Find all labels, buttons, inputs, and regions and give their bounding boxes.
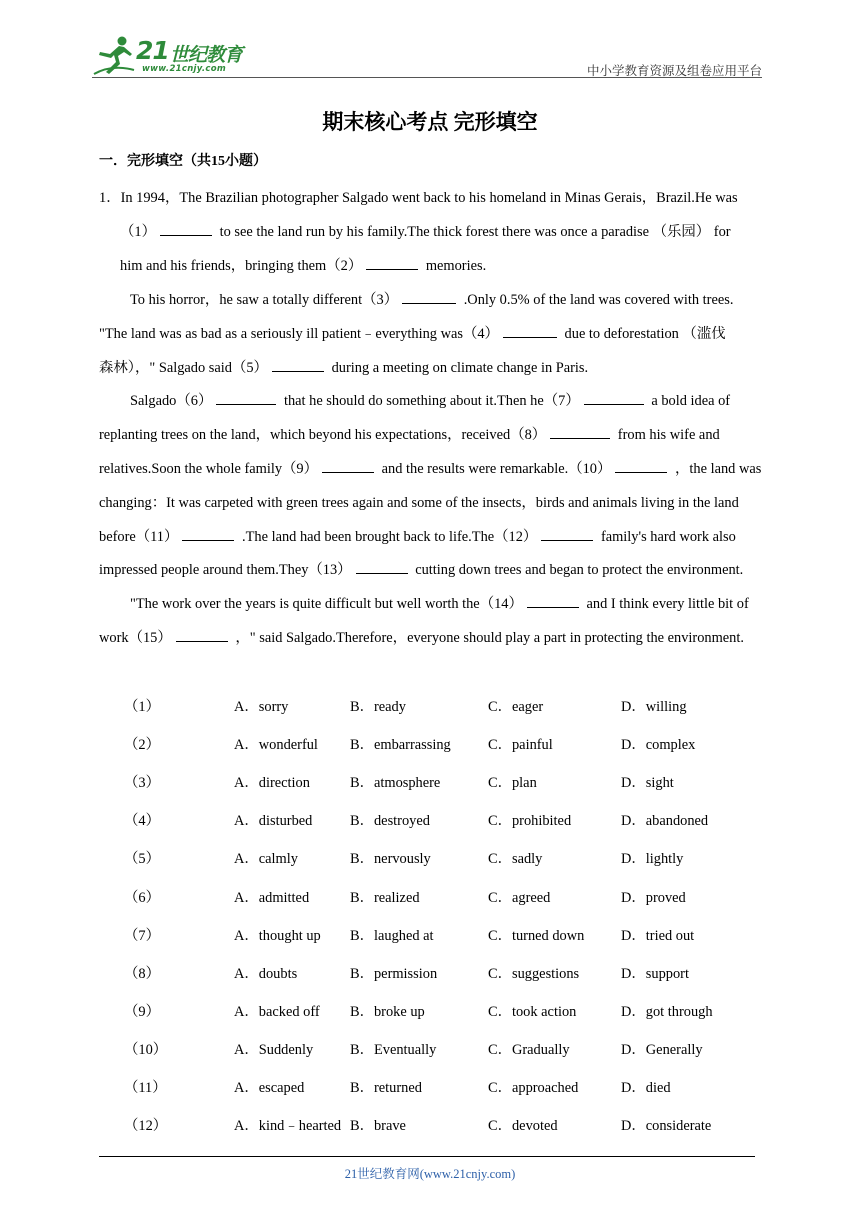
- option-a[interactable]: A．kind﹣hearted: [234, 1118, 342, 1135]
- option-row: [0, 733, 860, 753]
- option-a[interactable]: A．doubts: [234, 965, 298, 982]
- option-a[interactable]: A．sorry: [234, 699, 289, 715]
- passage-line: 1．In 1994，The Brazilian photographer Salgado went back to his homeland in Minas Gerais，Brazil.He was: [99, 190, 738, 206]
- answer-blank[interactable]: [615, 460, 667, 473]
- option-b[interactable]: B．atmosphere: [350, 775, 441, 792]
- runner-logo-icon: [92, 34, 136, 76]
- answer-blank[interactable]: [541, 528, 593, 541]
- option-d[interactable]: D．willing: [621, 699, 687, 715]
- question-number: （10）: [124, 1041, 168, 1058]
- option-c[interactable]: C．Gradually: [488, 1041, 570, 1058]
- option-a[interactable]: A．admitted: [234, 889, 310, 906]
- option-a[interactable]: A．direction: [234, 775, 310, 792]
- logo-url: www.21cnjy.com: [142, 64, 226, 74]
- option-b[interactable]: B．nervously: [350, 851, 431, 868]
- question-number: （3）: [124, 775, 160, 792]
- option-row: [0, 962, 860, 982]
- option-d[interactable]: D．tried out: [621, 927, 695, 944]
- option-row: [0, 695, 860, 715]
- option-a[interactable]: A．escaped: [234, 1080, 305, 1096]
- site-logo[interactable]: [92, 34, 262, 76]
- question-number: （7）: [124, 927, 160, 944]
- option-row: [0, 1114, 860, 1134]
- answer-blank[interactable]: [160, 223, 212, 236]
- page-header: [92, 32, 762, 78]
- passage-line: replanting trees on the land，which beyond his expectations，received（8） from his wife and: [99, 427, 720, 443]
- answer-blank[interactable]: [402, 291, 456, 304]
- passage-line: （1） to see the land run by his family.The thick forest there was once a paradise （乐园） for: [120, 224, 731, 240]
- option-d[interactable]: D．got through: [621, 1003, 713, 1020]
- option-d[interactable]: D．complex: [621, 737, 696, 754]
- logo-text: 世纪教育: [170, 44, 243, 66]
- option-d[interactable]: D．died: [621, 1080, 671, 1096]
- option-c[interactable]: C．turned down: [488, 927, 585, 944]
- option-d[interactable]: D．sight: [621, 775, 674, 792]
- option-d[interactable]: D．support: [621, 965, 689, 982]
- option-c[interactable]: C．took action: [488, 1003, 577, 1020]
- option-c[interactable]: C．suggestions: [488, 965, 580, 982]
- option-b[interactable]: B．embarrassing: [350, 737, 451, 754]
- section-heading: 一．完形填空（共15小题）: [99, 154, 267, 169]
- passage-line: "The land was as bad as a seriously ill patient﹣everything was（4） due to deforestation （滥伐: [99, 326, 726, 342]
- question-number: （6）: [124, 889, 160, 906]
- passage-line: work（15） ，" said Salgado.Therefore，everyone should play a part in protecting the environment.: [99, 630, 744, 646]
- question-number: （12）: [124, 1118, 168, 1135]
- answer-blank[interactable]: [527, 595, 579, 608]
- answer-blank[interactable]: [550, 426, 610, 439]
- question-number: （1）: [124, 699, 160, 715]
- passage-line: changing：It was carpeted with green trees again and some of the insects，birds and animals living in the land: [99, 495, 739, 511]
- question-number: （5）: [124, 851, 160, 868]
- header-divider: [92, 77, 762, 78]
- option-b[interactable]: B．laughed at: [350, 927, 434, 944]
- option-c[interactable]: C．agreed: [488, 889, 551, 906]
- option-c[interactable]: C．sadly: [488, 851, 543, 868]
- passage-line: "The work over the years is quite difficult but well worth the（14） and I think every little bit of: [130, 596, 749, 612]
- option-d[interactable]: D．abandoned: [621, 813, 709, 830]
- option-c[interactable]: C．plan: [488, 775, 537, 792]
- option-b[interactable]: B．returned: [350, 1080, 422, 1096]
- answer-blank[interactable]: [322, 460, 374, 473]
- question-number: （8）: [124, 965, 160, 982]
- answer-blank[interactable]: [584, 392, 644, 405]
- option-b[interactable]: B．destroyed: [350, 813, 430, 830]
- answer-blank[interactable]: [182, 528, 234, 541]
- passage-line: before（11） .The land had been brought back to life.The（12） family's hard work also: [99, 529, 736, 545]
- option-d[interactable]: D．Generally: [621, 1041, 703, 1058]
- option-row: [0, 924, 860, 944]
- option-c[interactable]: C．painful: [488, 737, 553, 754]
- option-row: [0, 1000, 860, 1020]
- option-b[interactable]: B．realized: [350, 889, 420, 906]
- footer-site[interactable]: 21世纪教育网(www.21cnjy.com): [344, 1167, 516, 1181]
- option-a[interactable]: A．calmly: [234, 851, 298, 868]
- answer-blank[interactable]: [272, 359, 324, 372]
- option-d[interactable]: D．lightly: [621, 851, 684, 868]
- passage-line: him and his friends，bringing them（2） memories.: [120, 258, 487, 274]
- answer-blank[interactable]: [176, 629, 228, 642]
- logo-number: 21: [136, 36, 169, 65]
- option-b[interactable]: B．Eventually: [350, 1041, 437, 1058]
- option-b[interactable]: B．broke up: [350, 1003, 425, 1020]
- option-b[interactable]: B．permission: [350, 965, 438, 982]
- option-a[interactable]: A．disturbed: [234, 813, 313, 830]
- passage-line: 森林），" Salgado said（5） during a meeting on climate change in Paris.: [99, 360, 589, 376]
- passage-line: relatives.Soon the whole family（9） and the results were remarkable.（10） ，the land was: [99, 461, 762, 477]
- option-a[interactable]: A．wonderful: [234, 737, 318, 754]
- answer-blank[interactable]: [366, 257, 418, 270]
- option-c[interactable]: C．devoted: [488, 1118, 558, 1135]
- platform-slogan: 中小学教育资源及组卷应用平台: [586, 64, 762, 78]
- option-d[interactable]: D．considerate: [621, 1118, 712, 1135]
- question-number: （2）: [124, 737, 160, 754]
- option-row: [0, 809, 860, 829]
- option-b[interactable]: B．brave: [350, 1118, 406, 1135]
- page-title: 期末核心考点 完形填空: [322, 110, 538, 134]
- answer-blank[interactable]: [356, 561, 408, 574]
- passage-line: impressed people around them.They（13） cutting down trees and began to protect the environment.: [99, 562, 744, 578]
- option-row: [0, 771, 860, 791]
- passage-line: Salgado（6） that he should do something about it.Then he（7） a bold idea of: [130, 393, 731, 409]
- question-number: （4）: [124, 813, 160, 830]
- option-d[interactable]: D．proved: [621, 889, 686, 906]
- option-c[interactable]: C．eager: [488, 699, 544, 715]
- option-row: [0, 886, 860, 906]
- question-number: （11）: [124, 1080, 167, 1096]
- option-b[interactable]: B．ready: [350, 699, 406, 715]
- answer-blank[interactable]: [216, 392, 276, 405]
- passage-line: To his horror，he saw a totally different（3） .Only 0.5% of the land was covered with trees.: [130, 292, 734, 308]
- option-a[interactable]: A．thought up: [234, 927, 321, 944]
- option-row: [0, 847, 860, 867]
- option-c[interactable]: C．prohibited: [488, 813, 572, 830]
- footer-divider: [99, 1156, 755, 1157]
- option-row: [0, 1076, 860, 1096]
- option-a[interactable]: A．backed off: [234, 1003, 320, 1020]
- question-number: （9）: [124, 1003, 160, 1020]
- option-a[interactable]: A．Suddenly: [234, 1041, 314, 1058]
- option-c[interactable]: C．approached: [488, 1080, 579, 1096]
- option-row: [0, 1038, 860, 1058]
- answer-blank[interactable]: [503, 325, 557, 338]
